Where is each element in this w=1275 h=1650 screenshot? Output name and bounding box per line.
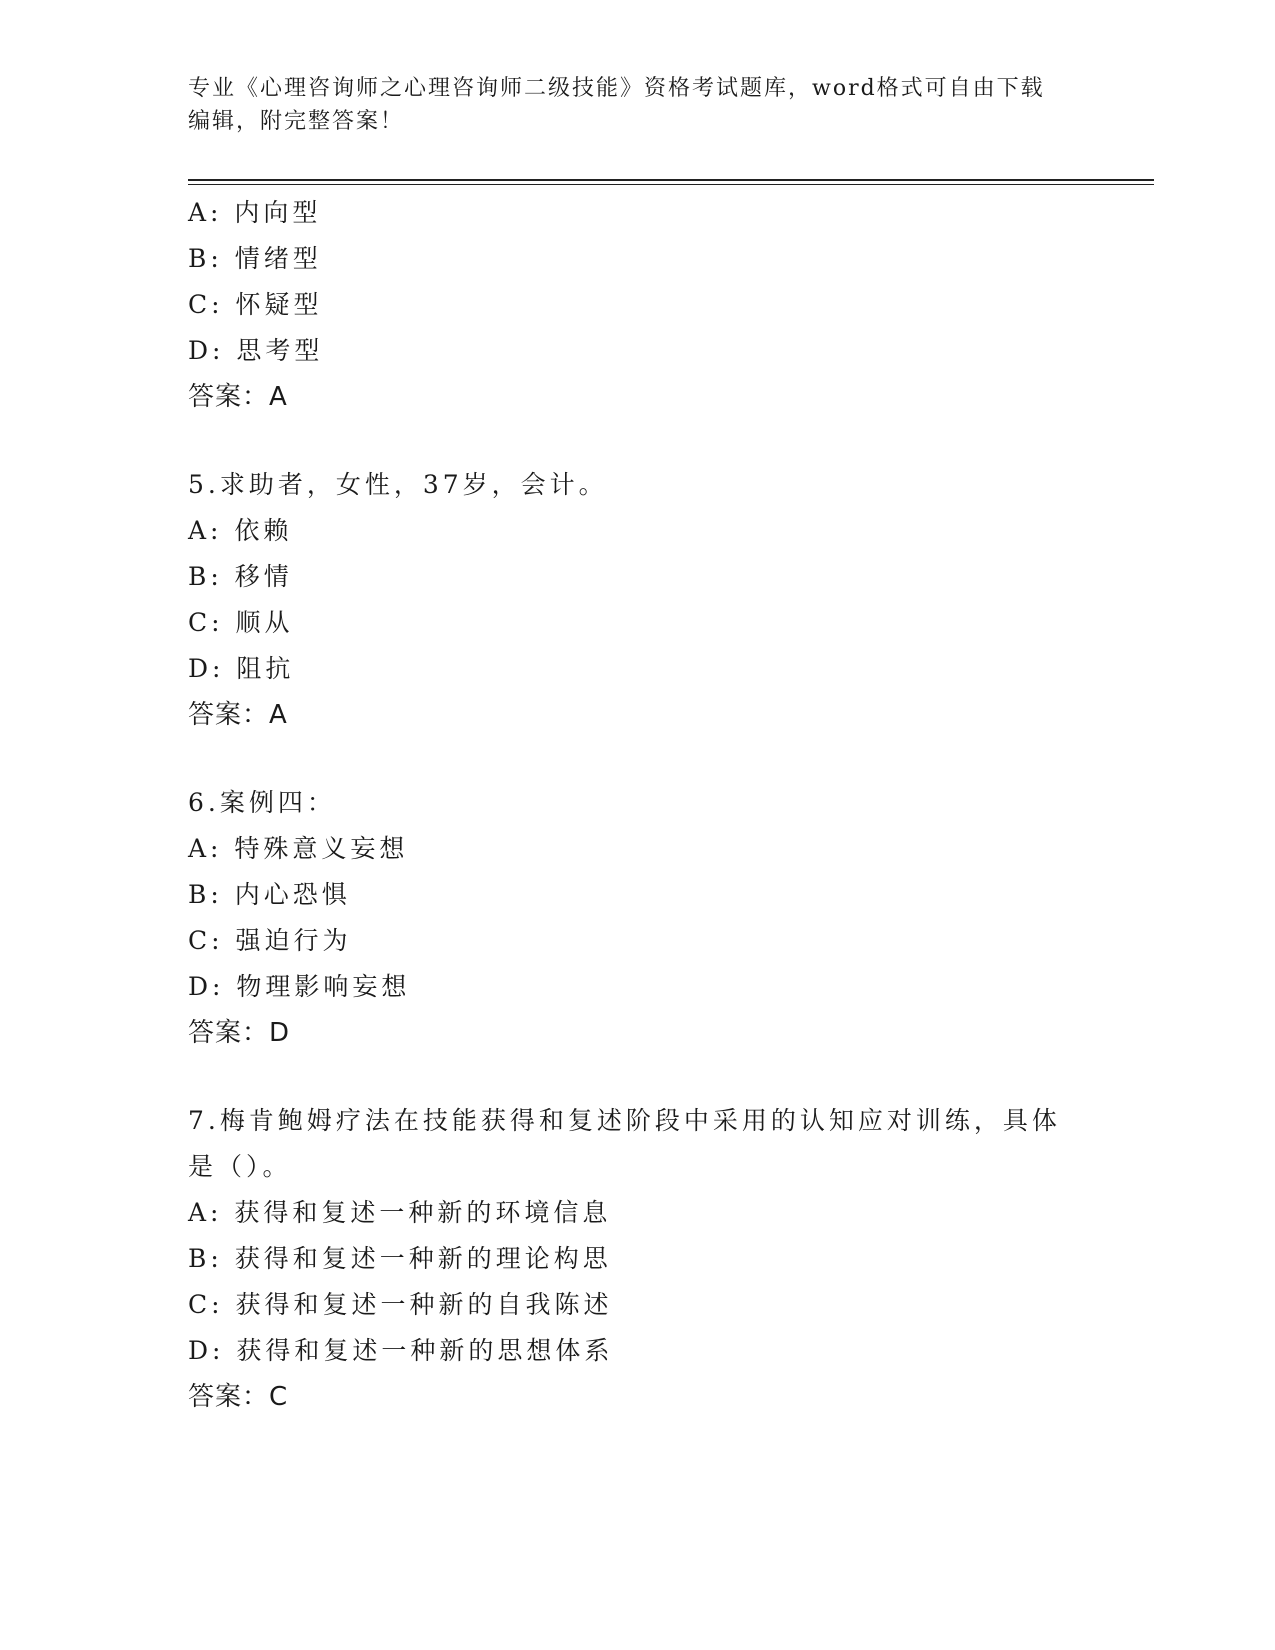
header-line-2: 编辑，附完整答案！ bbox=[188, 109, 405, 134]
option-c: C: 顺从 bbox=[188, 608, 294, 637]
option-d: D: 物理影响妄想 bbox=[188, 972, 411, 1001]
document-header bbox=[188, 72, 1088, 138]
option-d: D: 获得和复述一种新的思想体系 bbox=[188, 1336, 614, 1365]
header-divider-thin bbox=[188, 184, 1154, 185]
question-5 bbox=[188, 462, 1128, 738]
option-c: C: 强迫行为 bbox=[188, 926, 352, 955]
answer-line: 答案：D bbox=[188, 1018, 291, 1048]
header-divider-thick bbox=[188, 179, 1154, 181]
question-6 bbox=[188, 780, 1128, 1056]
question-stem: 6.案例四： bbox=[188, 788, 336, 817]
question-7 bbox=[188, 1098, 1128, 1420]
answer-line: 答案：A bbox=[188, 700, 288, 730]
answer-line: 答案：A bbox=[188, 382, 288, 412]
question-stem: 7.梅肯鲍姆疗法在技能获得和复述阶段中采用的认知应对训练，具体是（）。 bbox=[188, 1106, 1061, 1181]
option-a: A: 特殊意义妄想 bbox=[188, 834, 409, 863]
option-a: A: 依赖 bbox=[188, 516, 293, 545]
question-list bbox=[188, 190, 1128, 1420]
option-c: C: 怀疑型 bbox=[188, 290, 323, 319]
option-a: A: 获得和复述一种新的环境信息 bbox=[188, 1198, 612, 1227]
option-d: D: 阻抗 bbox=[188, 654, 295, 683]
option-b: B: 移情 bbox=[188, 562, 293, 591]
header-line-1: 专业《心理咨询师之心理咨询师二级技能》资格考试题库，word格式可自由下载 bbox=[188, 76, 1045, 101]
question-stem: 5.求助者，女性，37岁，会计。 bbox=[188, 470, 608, 499]
option-d: D: 思考型 bbox=[188, 336, 324, 365]
option-b: B: 内心恐惧 bbox=[188, 880, 351, 909]
option-b: B: 获得和复述一种新的理论构思 bbox=[188, 1244, 612, 1273]
question-4 bbox=[188, 190, 1128, 420]
option-a: A: 内向型 bbox=[188, 198, 322, 227]
answer-line: 答案：C bbox=[188, 1382, 289, 1412]
option-b: B: 情绪型 bbox=[188, 244, 322, 273]
option-c: C: 获得和复述一种新的自我陈述 bbox=[188, 1290, 613, 1319]
